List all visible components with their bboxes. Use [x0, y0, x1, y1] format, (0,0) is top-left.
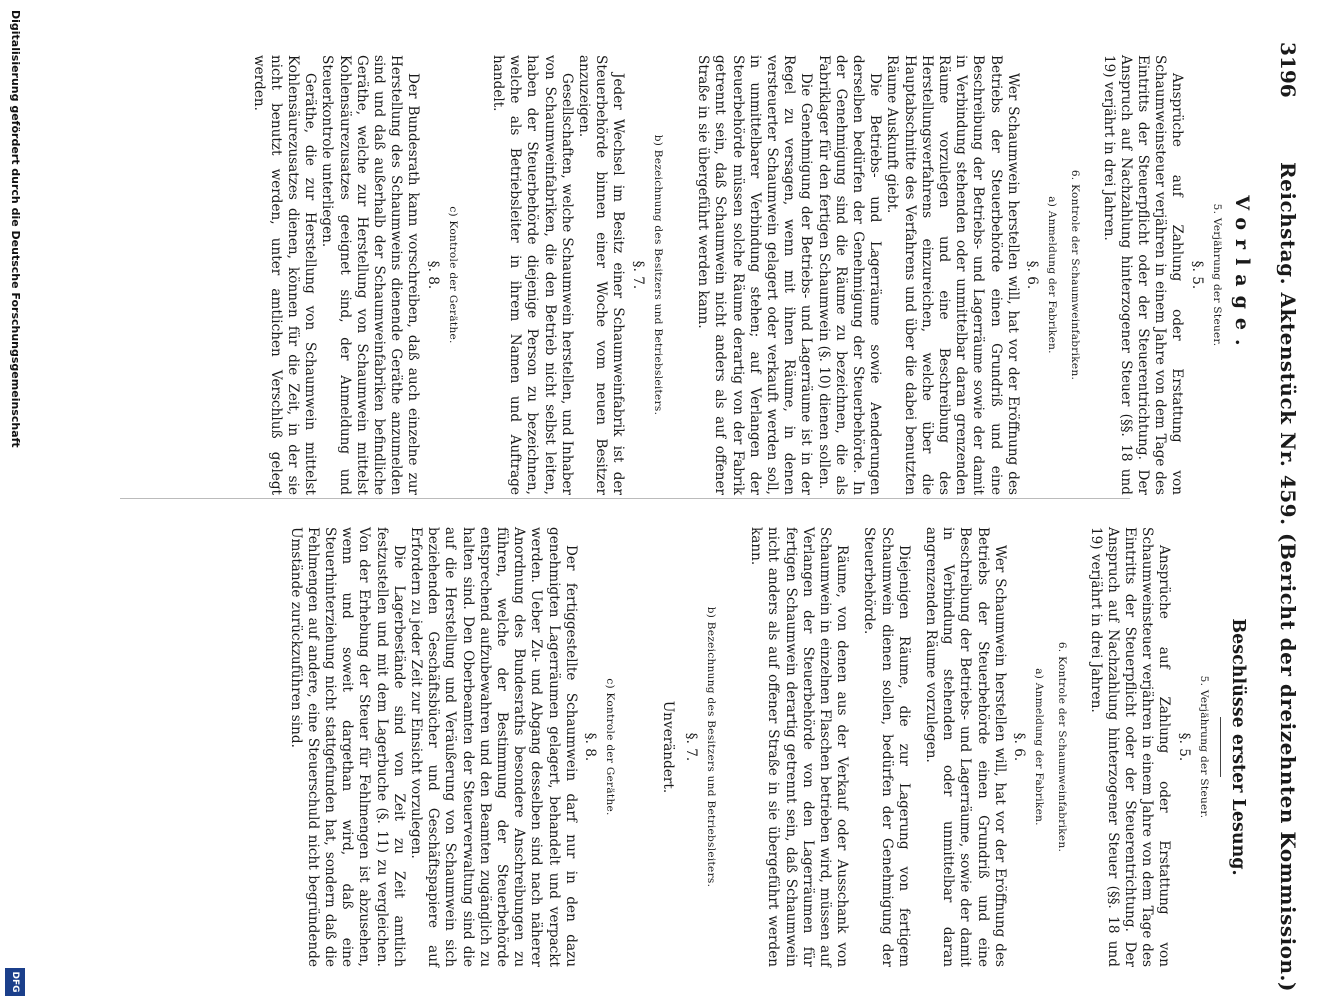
running-head: Reichstag. Aktenstück Nr. 459. (Bericht der dreizehnten Kommission.) [1276, 162, 1300, 992]
page-header [1270, 42, 1300, 992]
section-text: Die Genehmigung der Betriebs- und Lagerräume ist in der Regel zu versagen, wenn mit ihnen Räume, in denen versteuerter Schaumwein gelagert oder verkauft werden soll, in unmittelbarer Verbindung stehen; auf Verlangen der Steuerbehörde müssen solche Räume derartig von der Fabrik getrennt sein, daß Schaumwein nicht anders als auf offener Straße in sie übergeführt werden kann. [695, 55, 815, 495]
page-number: 3196 [1276, 42, 1300, 98]
section-text: Wer Schaumwein herstellen will, hat vor der Eröffnung des Betriebs der Steuerbehörde einen Grundriß und eine Beschreibung der Betriebs- und Lagerräume sowie der damit in Verbindung stehenden oder unmittelbar daran grenzenden Räume vorzulegen und eine Beschreibung des Herstellungsverfahrens einzureichen, welche über die Hauptabschnitte des Verfahrens und über die dabei benutzten Räume Auskunft giebt. [884, 55, 1021, 495]
section-heading: 6. Kontrole der Schaumweinfabriken. [1069, 169, 1082, 381]
column-title: Beschlüsse erster Lesung. [1228, 618, 1248, 876]
section-text: Der Bundesrath kann vorschreiben, daß auch einzelne zur Herstellung des Schaumweins dienende Geräthe anzumelden sind und daß außerhalb der Schaumweinfabriken befindliche Geräthe, welche zur Herstellung von Schaumwein mittelst Kohlensäurezusatzes geeignet sind, der Anmeldung und Steuerkontrole unterliegen. [319, 55, 422, 495]
column-vorlage [249, 55, 1253, 495]
column-divider [120, 498, 1130, 499]
section-heading: 6. Kontrole der Schaumweinfabriken. [1056, 641, 1069, 853]
subsection-heading: a) Anmeldung der Fabriken. [1046, 196, 1059, 354]
paragraph-number: §. 5. [1188, 260, 1205, 290]
section-text: Diejenigen Räume, die zur Lagerung von fertigem Schaumwein dienen sollen, bedürfen der Genehmigung der Steuerbehörde. [861, 527, 912, 967]
column-title: Vorlage. [1231, 195, 1253, 355]
paragraph-number: §. 8. [582, 732, 599, 762]
section-text: Geräthe, die zur Herstellung von Schaumwein mittelst Kohlensäurezusatzes dienen, können für die Zeit, in der sie nicht benutzt werden, unter amtlichen Verschluß gelegt werden. [250, 55, 319, 495]
section-text: Unverändert. [659, 700, 676, 794]
footer-credit: Digitalisierung gefördert durch die Deutsche Forschungsgemeinschaft [9, 10, 22, 448]
digitization-footer [4, 0, 26, 1000]
subsection-heading: b) Bezeichnung des Besitzers und Betriebsleiters. [704, 606, 717, 888]
section-text: Jeder Wechsel im Besitz einer Schaumweinfabrik ist der Steuerbehörde binnen einer Woche vom neuen Besitzer anzuzeigen. [576, 55, 627, 495]
paragraph-number: §. 7. [629, 260, 646, 290]
section-heading: 5. Verjährung der Steuer. [1197, 675, 1210, 819]
paragraph-number: §. 5. [1175, 732, 1192, 762]
section-text: Wer Schaumwein herstellen will, hat vor der Eröffnung des Betriebs der Steuerbehörde einen Grundriß und eine Beschreibung der Betriebs- und Lagerräume, sowie der damit in Verbindung stehenden oder unmittelbar daran angrenzenden Räume vorzulegen. [922, 527, 1008, 967]
column-beschluesse [286, 527, 1250, 967]
subsection-heading: c) Kontrole der Geräthe. [446, 206, 459, 344]
section-text: Der fertiggestellte Schaumwein darf nur in den dazu genehmigten Lagerräumen gelagert, behandelt und verpackt werden. Ueber Zu- und Abgang desselben sind nach näherer Anordnung des Bundesraths besondere Anschreibungen zu führen, welche der Bestimmung der Steuerbehörde entsprechend aufzubewahren und den Beamten zugänglich zu halten sind. Den Oberbeamten der Steuerverwaltung sind die auf die Herstellung und Veräußerung von Schaumwein sich beziehenden Geschäftsbücher und Geschäftspapiere auf Erfordern zu jeder Zeit zur Einsicht vorzulegen. [408, 527, 579, 967]
paragraph-number: §. 7. [682, 732, 699, 762]
section-heading: 5. Verjährung der Steuer. [1210, 203, 1223, 347]
section-text: Die Betriebs- und Lagerräume sowie Aenderungen derselben bedürfen der Genehmigung der Steuerbehörde. In der Genehmigung sind die Räume zu bezeichnen, die als Fabriklager für den fertigen Schaumwein (§. 10) dienen sollen. [815, 55, 884, 495]
title-rule [1220, 717, 1221, 777]
paragraph-number: §. 8. [424, 260, 441, 290]
paragraph-number: §. 6. [1023, 260, 1040, 290]
section-text: Die Lagerbestände sind von Zeit zu Zeit amtlich festzustellen und mit dem Lagerbuche (§. 11) zu vergleichen. Von der Erhebung der Steuer für Fehlmengen ist abzusehen, wenn und soweit dargethan wird, daß eine Steuerhinterziehung nicht stattgefunden hat, sondern daß die Fehlmengen auf andere, eine Steuerschuld nicht begründende Umstände zurückzuführen sind. [287, 527, 407, 967]
section-text: Gesellschaften, welche Schaumwein herstellen, und Inhaber von Schaumweinfabriken, die den Betrieb nicht selbst leiten, haben der Steuerbehörde diejenige Person zu bezeichnen, welche als Betriebsleiter in ihrem Namen und Auftrage handelt. [490, 55, 575, 495]
dfg-logo: DFG [5, 968, 25, 996]
section-text: Ansprüche auf Zahlung oder Erstattung von Schaumweinsteuer verjähren in einem Jahre von dem Tage des Eintritts der Steuerpflicht oder der Steuerentrichtung. Der Anspruch auf Nachzahlung hinterzogener Steuer (§§. 18 und 19) verjährt in drei Jahren. [1100, 55, 1186, 495]
subsection-heading: b) Bezeichnung des Besitzers und Betriebsleiters. [651, 134, 664, 416]
section-text: Ansprüche auf Zahlung oder Erstattung von Schaumweinsteuer verjähren in einem Jahre von dem Tage des Eintritts der Steuerpflicht oder der Steuerentrichtung. Der Anspruch auf Nachzahlung hinterzogener Steuer (§§. 18 und 19) verjährt in drei Jahren. [1087, 527, 1173, 967]
paragraph-number: §. 6. [1010, 732, 1027, 762]
subsection-heading: c) Kontrole der Geräthe. [604, 678, 617, 816]
subsection-heading: a) Anmeldung der Fabriken. [1033, 668, 1046, 826]
section-text: Räume, von denen aus der Verkauf oder Ausschank von Schaumwein in einzelnen Flaschen betrieben wird, müssen auf Verlangen der Steuerbehörde von den Lagerräumen für fertigen Schaumwein derartig getrennt sein, daß Schaumwein nicht anders als auf offener Straße in sie übergeführt werden kann. [748, 527, 851, 967]
